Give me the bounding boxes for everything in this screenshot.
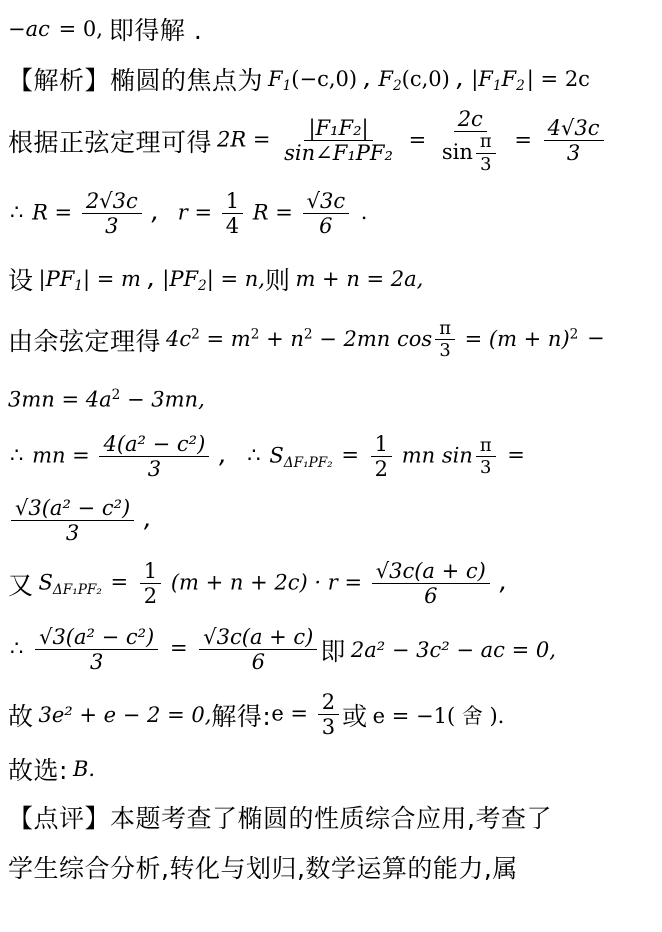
mn-and-area-expression: ∴ mn = $\frac{\text{4(a² − c²)}}{3}$ , ∴ $S_{\Delta F_1PF_2}$ = $\frac{1}{2}$ mn sin $\frac{\pi}{3}$ = xyxy=(10,431,525,481)
solve-text: 解得: xyxy=(211,702,272,731)
sine-rule-text: 根据正弦定理可得 xyxy=(8,128,213,157)
line-14 xyxy=(0,796,662,838)
line11-left: ∴ $\frac{\text{√3(a² − c²)}}{3}$ = $\frac{√3c(a + c)}{6}$ xyxy=(8,625,320,675)
comment-line-1: 本题考查了椭圆的性质综合应用,考查了 xyxy=(110,804,552,833)
fraction-4sqrt3c-over-3: $\frac{4√3c}{3}$ xyxy=(544,116,604,166)
e-rejected-value: e = −1( 舍 ). xyxy=(372,704,505,728)
fraction-line11-left: $\frac{\text{√3(a² − c²)}}{3}$ xyxy=(35,625,158,675)
line1-cn: 即得解 . xyxy=(108,16,203,45)
fraction-sqrt3c-a-plus-c: $\frac{√3c(a + c)}{6}$ xyxy=(372,559,490,609)
analysis-text: 椭圆的焦点为 xyxy=(110,66,264,95)
eccentricity-equation: 3e² + e − 2 = 0, xyxy=(38,703,212,727)
fraction-one-quarter: $\frac{1}{4}$ xyxy=(222,189,243,239)
e-value: e = $\frac{2}{3}$ xyxy=(271,690,342,740)
comment-line-2: 学生综合分析,转化与划归,数学运算的能力,属 xyxy=(8,854,518,883)
line-15 xyxy=(0,846,662,888)
pf-definitions: $|PF_1| = m$ , $|PF_2| = n$, xyxy=(38,263,265,295)
sum-equation: m + n = 2a, xyxy=(295,267,424,291)
area-second-expression: $S_{\Delta F_1PF_2}$ = $\frac{1}{2}$ (m + n + 2c) · r = $\frac{√3c(a + c)}{6}$ , xyxy=(38,558,508,608)
line-2 xyxy=(0,58,662,100)
line-11 xyxy=(0,620,662,680)
line-1 xyxy=(0,8,662,50)
line-3 xyxy=(0,106,662,175)
set-text: 设 xyxy=(8,266,34,295)
fraction-mn: $\frac{\text{4(a² − c²)}}{3}$ xyxy=(99,432,209,482)
cosine-rule-text: 由余弦定理得 xyxy=(8,327,162,356)
fraction-2c-over-sinpi3: 2c sin $\frac{\pi}{3}$ xyxy=(438,107,503,175)
choose-text: 故选: xyxy=(8,756,68,785)
ji-text: 即 xyxy=(320,637,346,666)
or-text: 或 xyxy=(342,702,368,731)
fraction-line11-right: $\frac{√3c(a + c)}{6}$ xyxy=(199,625,317,675)
line-4 xyxy=(0,186,662,242)
line-6 xyxy=(0,312,662,368)
again-text: 又 xyxy=(8,571,34,600)
line-9 xyxy=(0,492,662,550)
fraction-half-2: $\frac{1}{2}$ xyxy=(140,559,161,609)
line-10 xyxy=(0,554,662,614)
line-7 xyxy=(0,378,662,420)
analysis-label: 【解析】 xyxy=(8,66,111,95)
fraction-area-value: $\frac{\text{√3(a² − c²)}}{3}$ xyxy=(11,496,134,546)
sine-rule-expression: 2R = $\frac{\text{|F₁F₂|}}{\text{sin∠F₁PF₂}}$ = 2c sin $\frac{\pi}{3}$ = $\frac{4√3c}{3}$ xyxy=(217,107,606,175)
fraction-r-value: $\frac{√3c}{6}$ xyxy=(303,189,350,239)
line7-expression: $3mn = 4a^2 - 3mn$, xyxy=(8,386,205,412)
cosine-rule-expression: $4c^2 = m^2 + n^2 - 2mn$ cos $\frac{\pi}{3}$ = $(m + n)^2$ − xyxy=(166,317,605,362)
answer-text: B. xyxy=(72,757,96,781)
line11-result: 2a² − 3c² − ac = 0, xyxy=(350,638,556,662)
foci-expression: $F_1(-c,0)$ , $F_2(c,0)$ , $|F_1F_2| = 2c$ xyxy=(268,63,590,95)
R-and-r-expression: ∴ R = $\frac{2√3c}{3}$ , r = $\frac{1}{4}$ R = $\frac{√3c}{6}$ . xyxy=(10,188,368,238)
line9-expression: $\frac{\text{√3(a² − c²)}}{3}$ , xyxy=(8,496,152,546)
fraction-F1F2-over-sin: $\frac{\text{|F₁F₂|}}{\text{sin∠F₁PF₂}}$ xyxy=(284,115,393,165)
line-8 xyxy=(0,426,662,488)
then-text: 则 xyxy=(264,266,291,295)
fraction-R: $\frac{2√3c}{3}$ xyxy=(82,189,142,239)
line-13 xyxy=(0,748,662,790)
comment-label: 【点评】 xyxy=(8,804,111,833)
line-5 xyxy=(0,258,662,300)
line1-math: −ac = 0, xyxy=(8,17,103,41)
fraction-half: $\frac{1}{2}$ xyxy=(371,432,392,482)
fraction-two-thirds: $\frac{2}{3}$ xyxy=(318,690,339,740)
gu-text: 故 xyxy=(8,702,34,731)
line-12 xyxy=(0,688,662,742)
